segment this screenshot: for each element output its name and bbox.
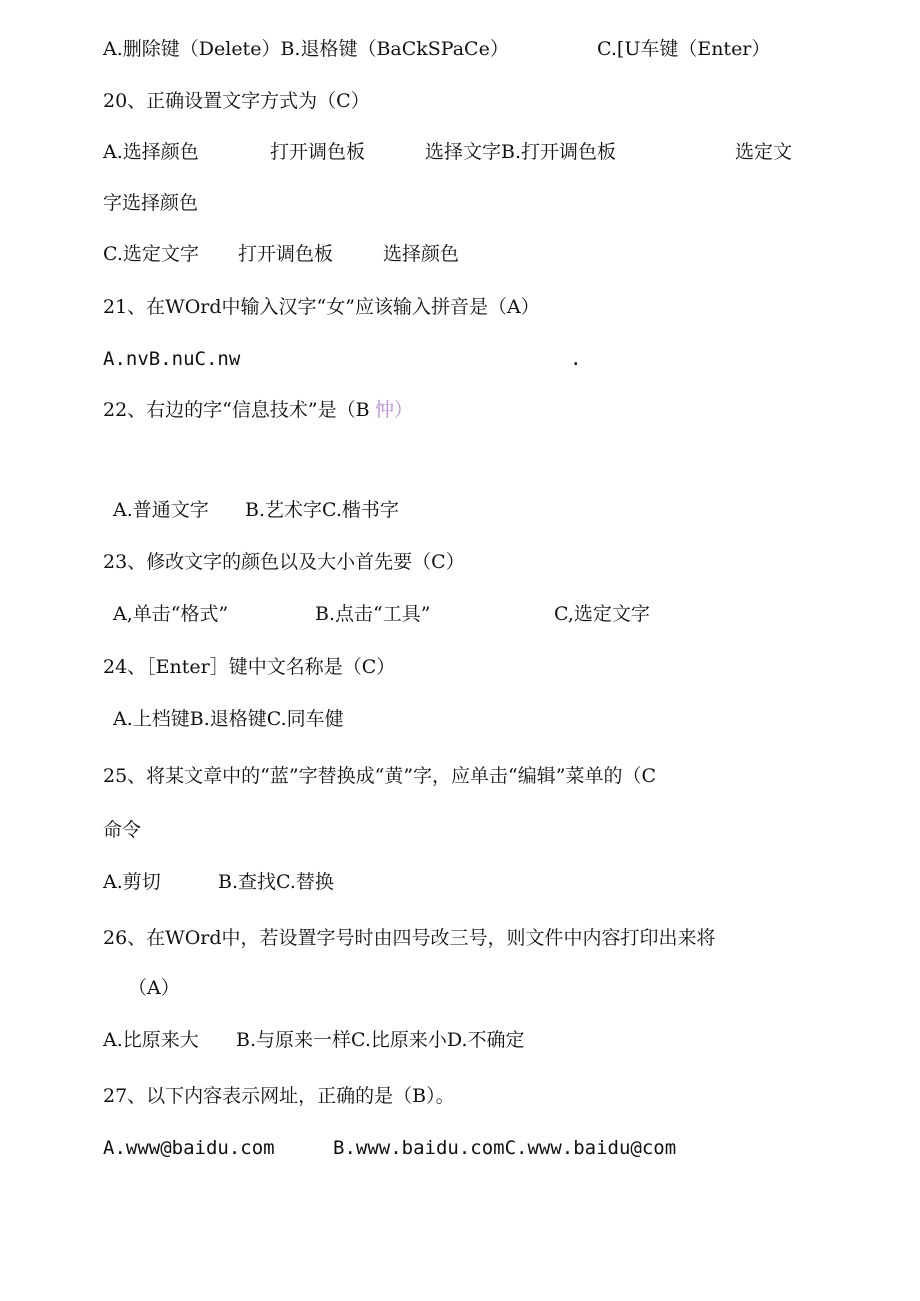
- q20-option-c-part2: 打开调色板: [238, 243, 334, 265]
- q20-option-c-part3: 选择颜色: [383, 243, 460, 265]
- question-20: 20、正确设置文字方式为（C）: [103, 90, 370, 112]
- q20-option-a-part1: A.选择颜色: [103, 141, 199, 163]
- q20-option-b-continued: 字选择颜色: [103, 192, 199, 214]
- question-24: 24、［Enter］键中文名称是（C）: [103, 656, 396, 678]
- q23-option-b: B.点击“工具”: [315, 603, 431, 625]
- q26-answer: （A）: [128, 977, 180, 999]
- q25-continued: 命令: [103, 819, 142, 841]
- question-23: 23、修改文字的颜色以及大小首先要（C）: [103, 551, 465, 573]
- q20-option-b-part2: 选定文: [735, 141, 793, 163]
- q27-option-a: A.www@baidu.com: [103, 1137, 275, 1159]
- q20-option-a3-b1: 选择文字B.打开调色板: [425, 141, 617, 163]
- question-26: 26、在WOrd中，若设置字号时由四号改三号，则文件中内容打印出来将: [103, 927, 716, 949]
- q25-options-bc: B.查找C.替换: [218, 871, 334, 893]
- q26-option-a: A.比原来大: [103, 1029, 199, 1051]
- q24-options: A.上档键B.退格键C.同车健: [113, 708, 344, 730]
- q26-options-bcd: B.与原来一样C.比原来小D.不确定: [236, 1029, 525, 1051]
- q22-options: A.普通文字 B.艺术字C.楷书字: [113, 499, 399, 521]
- question-25: 25、将某文章中的“蓝”字替换成“黄”字，应单击“编辑”菜单的（C: [103, 765, 656, 787]
- q20-option-c-part1: C.选定文字: [103, 243, 199, 265]
- q20-option-a-part2: 打开调色板: [270, 141, 366, 163]
- question-21: 21、在WOrd中输入汉字“女”应该输入拼音是（A）: [103, 296, 540, 318]
- q19-option-c: C.[U车键（Enter）: [597, 38, 771, 60]
- q21-stray-dot: .: [570, 348, 582, 370]
- q27-options-bc: B.www.baidu.comC.www.baidu@com: [333, 1137, 677, 1159]
- q19-options-ab: A.删除键（Delete）B.退格键（BaCkSPaCe）: [103, 38, 509, 60]
- q22-answer-tail: 忡）: [375, 399, 414, 421]
- q25-option-a: A.剪切: [103, 871, 161, 893]
- q21-options: A.nvB.nuC.nw: [103, 348, 241, 370]
- question-27: 27、以下内容表示网址，正确的是（B）。: [103, 1085, 455, 1107]
- q23-option-a: A,单击“格式”: [113, 603, 229, 625]
- question-22: 22、右边的字“信息技术”是（B: [103, 399, 370, 421]
- q23-option-c: C,选定文字: [554, 603, 650, 625]
